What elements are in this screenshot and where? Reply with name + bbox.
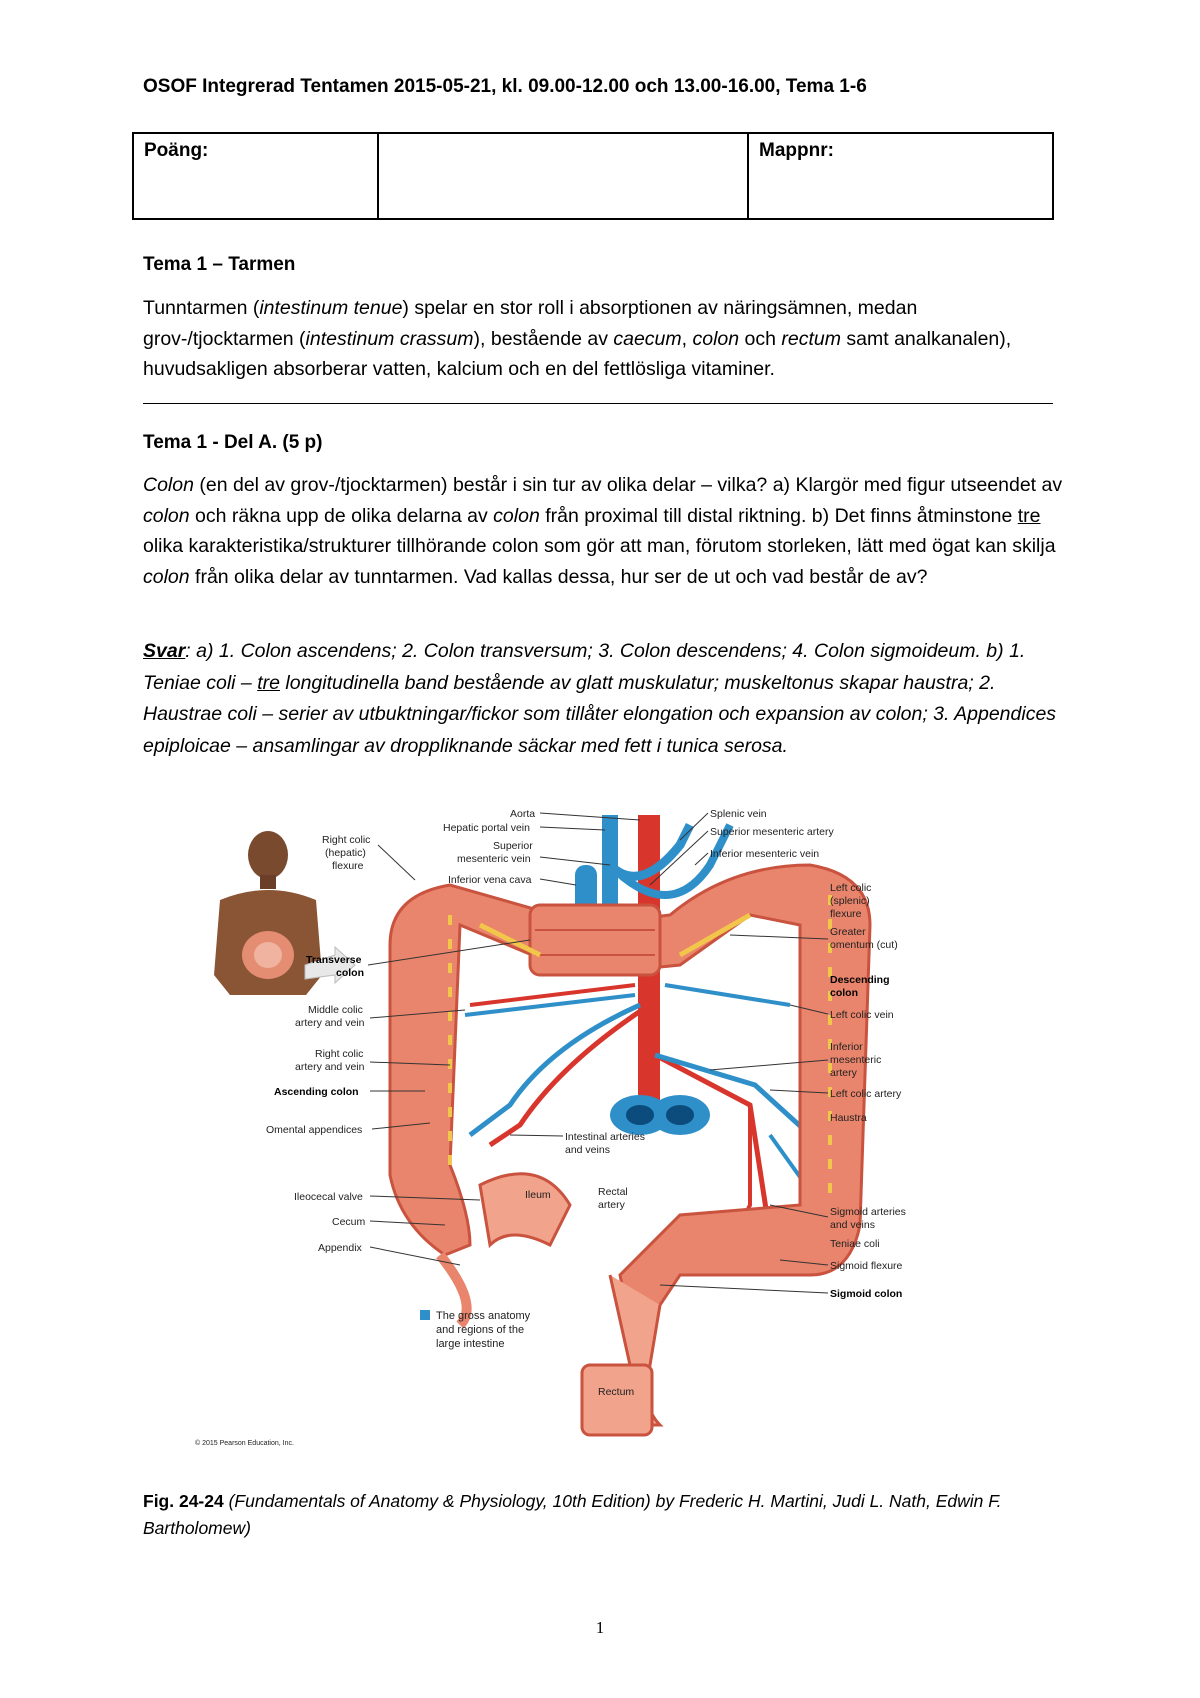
svg-text:Left colic artery: Left colic artery: [830, 1088, 902, 1100]
svg-text:Greater: Greater: [830, 926, 866, 938]
svg-text:Ascending colon: Ascending colon: [274, 1086, 359, 1098]
page-number: 1: [595, 1618, 605, 1637]
svg-text:mesenteric vein: mesenteric vein: [457, 853, 531, 865]
intro-paragraph: Tunntarmen (intestinum tenue) spelar en stor roll i absorptionen av näringsämnen, medan grov-/tjocktarmen (intestinum crassum), bestående av caecum, colon och rectum samt analkanalen), huvudsakligen absorberar vatten, kalcium och en del fettlösliga vitaminer.: [143, 297, 1012, 380]
svg-text:Sigmoid colon: Sigmoid colon: [830, 1288, 903, 1300]
question-heading: Tema 1 - Del A. (5 p): [143, 432, 323, 453]
svg-text:Haustra: Haustra: [830, 1112, 867, 1124]
svg-text:artery and vein: artery and vein: [295, 1017, 365, 1029]
svg-text:Superior: Superior: [493, 840, 533, 852]
svg-text:Left colic: Left colic: [830, 882, 872, 894]
svg-text:Right colic: Right colic: [322, 834, 371, 846]
svg-text:Descending: Descending: [830, 974, 890, 986]
svg-text:Appendix: Appendix: [318, 1242, 362, 1254]
svg-text:The gross anatomy: The gross anatomy: [436, 1310, 531, 1322]
svg-text:© 2015 Pearson Education, Inc.: © 2015 Pearson Education, Inc.: [195, 1440, 294, 1447]
svg-text:Ileocecal valve: Ileocecal valve: [294, 1191, 363, 1203]
svg-text:colon: colon: [336, 967, 364, 979]
svg-text:and regions of the: and regions of the: [436, 1324, 525, 1336]
svg-text:(hepatic): (hepatic): [325, 847, 366, 859]
svg-text:Inferior: Inferior: [830, 1041, 863, 1053]
anatomy-illustration: [195, 805, 1010, 1465]
svg-text:Transverse: Transverse: [306, 954, 362, 966]
svg-text:colon: colon: [830, 987, 858, 999]
svg-text:Hepatic portal vein: Hepatic portal vein: [443, 822, 530, 834]
points-field[interactable]: [378, 133, 748, 219]
svg-text:Teniae coli: Teniae coli: [830, 1238, 880, 1250]
points-label: Poäng:: [133, 133, 378, 219]
svg-text:mesenteric: mesenteric: [830, 1054, 882, 1066]
question-paragraph: Colon (en del av grov-/tjocktarmen) består i sin tur av olika delar – vilka? a) Klargör med figur utseendet av colon och räkna upp de olika delarna av colon från proximal till distal riktning. b) Det finns åtminstone tre olika karakteristika/strukturer tillhörande colon som gör att man, förutom storleken, lätt med ögat kan skilja colon från olika delar av tunntarmen. Vad kallas dessa, hur ser de ut och vad består de av?: [143, 474, 1063, 588]
svg-text:Splenic vein: Splenic vein: [710, 808, 767, 820]
figure-caption: Fig. 24-24 (Fundamentals of Anatomy & Physiology, 10th Edition) by Frederic H. Martini, Judi L. Nath, Edwin F. Bartholomew): [143, 1491, 1002, 1538]
svg-text:Inferior mesenteric vein: Inferior mesenteric vein: [710, 848, 820, 860]
svg-text:flexure: flexure: [830, 908, 862, 920]
inset-caption-marker: [420, 1310, 430, 1320]
svg-text:Right colic: Right colic: [315, 1048, 364, 1060]
svg-text:Aorta: Aorta: [510, 808, 536, 820]
svg-text:Ileum: Ileum: [525, 1189, 551, 1201]
svg-text:flexure: flexure: [332, 860, 364, 872]
answer-paragraph: Svar: a) 1. Colon ascendens; 2. Colon transversum; 3. Colon descendens; 4. Colon sigmoideum. b) 1. Teniae coli – tre longitudinella band bestående av glatt muskulatur; muskeltonus skapar haustra; 2. Haustrae coli – serier av utbuktningar/fickor som tillåter elongation och expansion av colon; 3. Appendices epiploicae – ansamlingar av droppliknande säckar med fett i tunica serosa.: [143, 640, 1057, 757]
info-table: [132, 132, 1054, 220]
svg-text:Superior mesenteric artery: Superior mesenteric artery: [710, 826, 834, 838]
svg-text:Cecum: Cecum: [332, 1216, 366, 1228]
svg-text:Intestinal arteries: Intestinal arteries: [565, 1131, 645, 1143]
svg-text:Sigmoid arteries: Sigmoid arteries: [830, 1206, 906, 1218]
answer-label: Svar: [143, 640, 186, 662]
svg-text:artery and vein: artery and vein: [295, 1061, 365, 1073]
svg-text:omentum (cut): omentum (cut): [830, 939, 898, 951]
folder-label: Mappnr:: [748, 133, 1053, 219]
svg-text:and veins: and veins: [830, 1219, 875, 1231]
svg-text:(splenic): (splenic): [830, 895, 870, 907]
large-intestine-figure: [195, 805, 1010, 1465]
svg-text:artery: artery: [598, 1199, 625, 1211]
svg-text:Inferior vena cava: Inferior vena cava: [448, 874, 532, 886]
svg-text:large intestine: large intestine: [436, 1338, 505, 1350]
svg-text:and veins: and veins: [565, 1144, 610, 1156]
svg-text:Rectal: Rectal: [598, 1186, 628, 1198]
svg-text:Omental appendices: Omental appendices: [266, 1124, 363, 1136]
svg-text:Rectum: Rectum: [598, 1386, 635, 1398]
svg-text:Left colic vein: Left colic vein: [830, 1009, 894, 1021]
section-heading: Tema 1 – Tarmen: [143, 254, 296, 275]
horizontal-rule: [143, 403, 1053, 404]
document-header: OSOF Integrerad Tentamen 2015-05-21, kl. 09.00-12.00 och 13.00-16.00, Tema 1-6: [143, 76, 867, 97]
svg-text:artery: artery: [830, 1067, 857, 1079]
svg-text:Middle colic: Middle colic: [308, 1004, 363, 1016]
svg-text:Sigmoid flexure: Sigmoid flexure: [830, 1260, 903, 1272]
